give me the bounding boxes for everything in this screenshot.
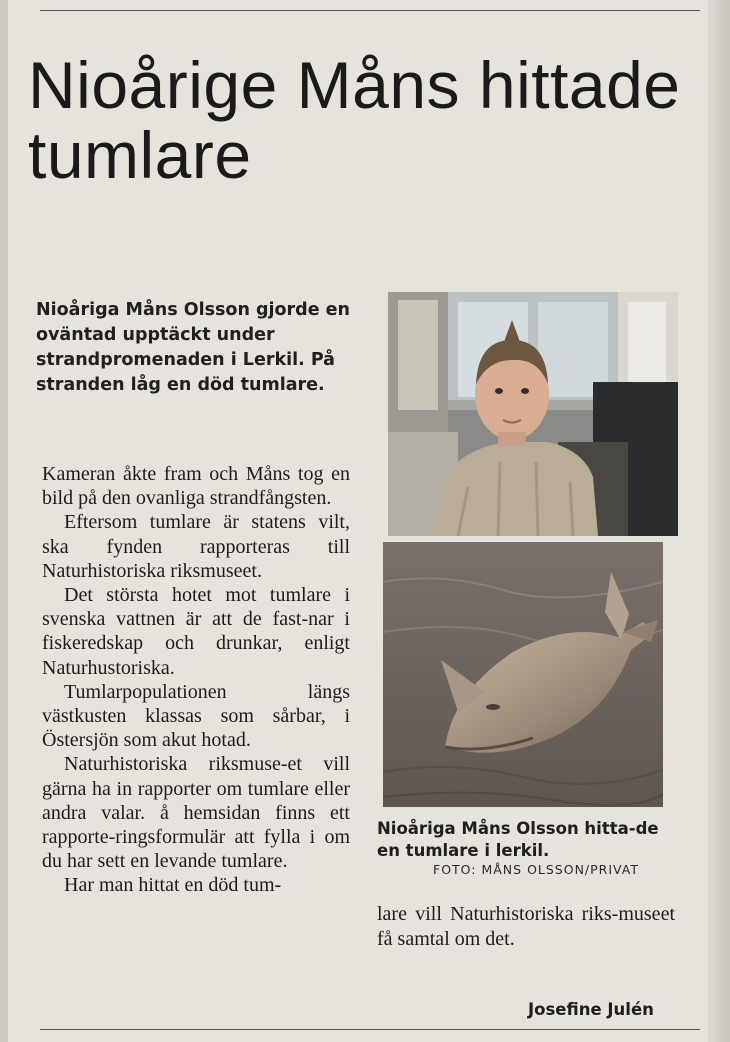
- body-paragraph: Tumlarpopulationen längs västkusten klassas som sårbar, i Östersjön som akut hotad.: [42, 680, 350, 752]
- body-paragraph: Kameran åkte fram och Måns tog en bild på den ovanliga strandfångsten.: [42, 463, 350, 510]
- photo-caption: Nioåriga Måns Olsson hitta-de en tumlare i lerkil.: [377, 819, 659, 860]
- body-column: [42, 462, 350, 898]
- body-paragraph: Naturhistoriska riksmuse-et vill gärna ha in rapporter om tumlare eller andra valar. å hemsidan finns ett rapporte-ringsformulär att fylla i om du har sett en levande tumlare.: [42, 753, 350, 873]
- photo-credit: FOTO: MÅNS OLSSON/PRIVAT: [433, 862, 640, 877]
- headline: Nioårige Måns hittade tumlare: [28, 48, 681, 192]
- page-edge-left: [0, 0, 8, 1042]
- byline: Josefine Julén: [528, 1000, 654, 1019]
- bottom-rule: [40, 1029, 700, 1030]
- body-paragraph: Har man hittat en död tum-: [64, 874, 282, 897]
- body-continuation: lare vill Naturhistoriska riks-museet få samtal om det.: [377, 903, 675, 950]
- body-paragraph: Det största hotet mot tumlare i svenska vattnen är att de fast-nar i fiskeredskap och drunkar, enligt Naturhustoriska.: [42, 584, 350, 679]
- photo-porpoise: [383, 542, 663, 807]
- body-paragraph: Eftersom tumlare är statens vilt, ska fynden rapporteras till Naturhistoriska riksmuseet.: [42, 511, 350, 582]
- top-rule: [40, 10, 700, 11]
- porpoise-photo-illustration: [383, 542, 663, 807]
- boy-photo-illustration: [388, 292, 678, 536]
- page-edge-right: [708, 0, 730, 1042]
- photo-boy: [388, 292, 678, 536]
- lede: Nioåriga Måns Olsson gjorde en oväntad upptäckt under strandpromenaden i Lerkil. På stranden låg en död tumlare.: [36, 300, 351, 395]
